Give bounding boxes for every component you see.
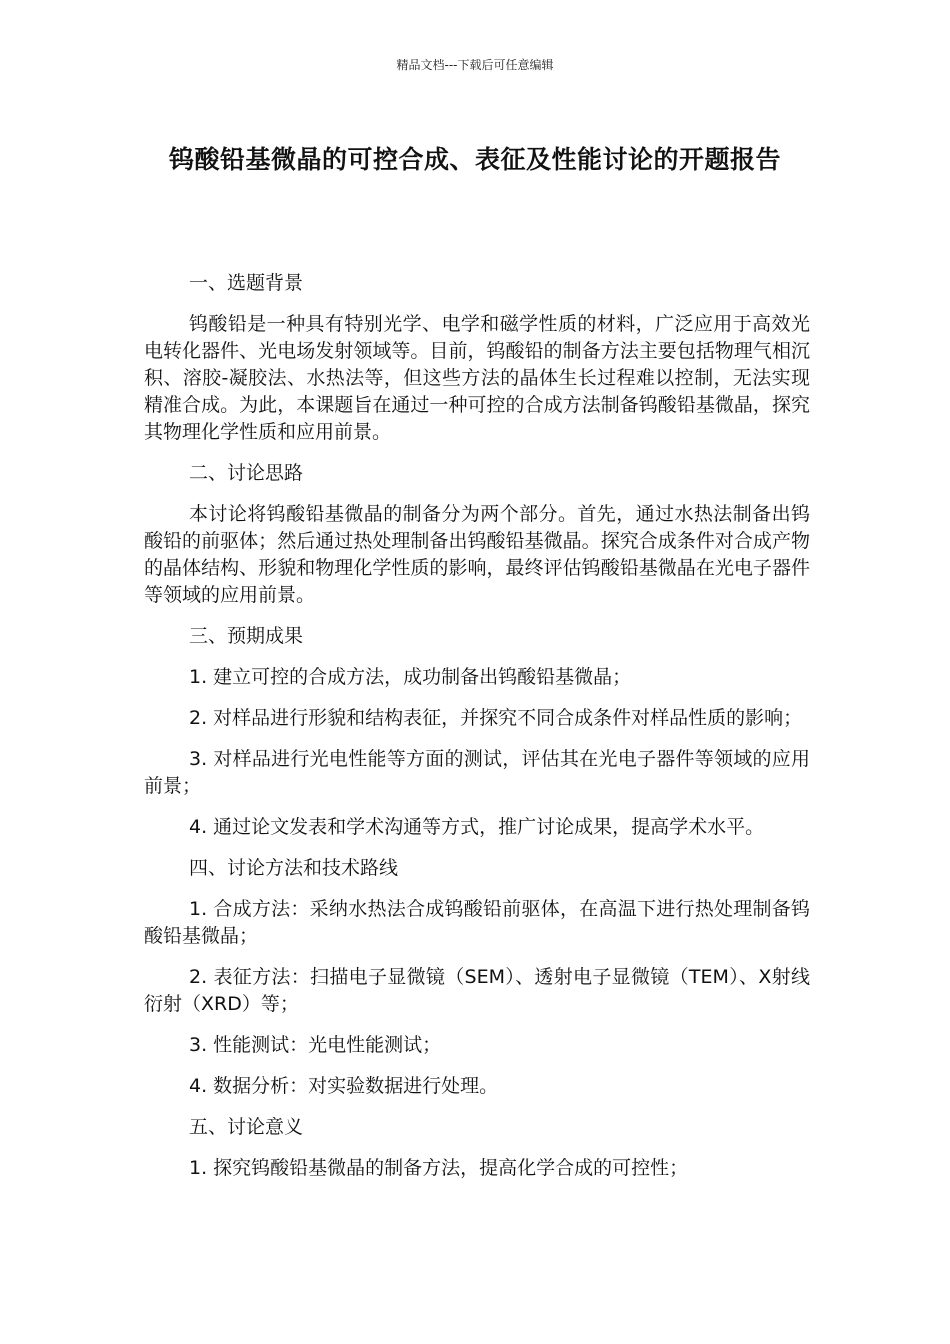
section-heading-approach: 二、讨论思路 <box>189 462 304 484</box>
list-item-methods-2: 2. 表征方法：扫描电子显微镜（SEM）、透射电子显微镜（TEM）、X射线衍射（XRD）等； <box>144 966 810 1015</box>
document-body <box>144 270 810 1196</box>
section-heading-methods: 四、讨论方法和技术路线 <box>189 857 399 879</box>
list-item-methods-4: 4. 数据分析：对实验数据进行处理。 <box>189 1075 499 1097</box>
section-heading-background: 一、选题背景 <box>189 272 304 294</box>
list-item-methods-3: 3. 性能测试：光电性能测试； <box>189 1034 442 1056</box>
list-item-significance-1: 1. 探究钨酸铅基微晶的制备方法，提高化学合成的可控性； <box>189 1157 689 1179</box>
list-item-expected-4: 4. 通过论文发表和学术沟通等方式，推广讨论成果，提高学术水平。 <box>189 816 765 838</box>
paragraph-approach: 本讨论将钨酸铅基微晶的制备分为两个部分。首先，通过水热法制备出钨酸铅的前驱体；然后通过热处理制备出钨酸铅基微晶。探究合成条件对合成产物的晶体结构、形貌和物理化学性质的影响，最终评估钨酸铅基微晶在光电子器件等领域的应用前景。 <box>144 503 810 606</box>
paragraph-background: 钨酸铅是一种具有特别光学、电学和磁学性质的材料，广泛应用于高效光电转化器件、光电场发射领域等。目前，钨酸铅的制备方法主要包括物理气相沉积、溶胶-凝胶法、水热法等，但这些方法的晶体生长过程难以控制，无法实现精准合成。为此，本课题旨在通过一种可控的合成方法制备钨酸铅基微晶，探究其物理化学性质和应用前景。 <box>144 313 810 443</box>
page-header: 精品文档---下载后可任意编辑 <box>396 58 554 72</box>
list-item-expected-1: 1. 建立可控的合成方法，成功制备出钨酸铅基微晶； <box>189 666 632 688</box>
document-title: 钨酸铅基微晶的可控合成、表征及性能讨论的开题报告 <box>168 145 781 174</box>
list-item-expected-3: 3. 对样品进行光电性能等方面的测试，评估其在光电子器件等领域的应用前景； <box>144 748 810 797</box>
list-item-methods-1: 1. 合成方法：采纳水热法合成钨酸铅前驱体，在高温下进行热处理制备钨酸铅基微晶； <box>144 898 810 947</box>
list-item-expected-2: 2. 对样品进行形貌和结构表征，并探究不同合成条件对样品性质的影响； <box>189 707 803 729</box>
section-heading-significance: 五、讨论意义 <box>189 1116 304 1138</box>
section-heading-expected: 三、预期成果 <box>189 625 304 647</box>
